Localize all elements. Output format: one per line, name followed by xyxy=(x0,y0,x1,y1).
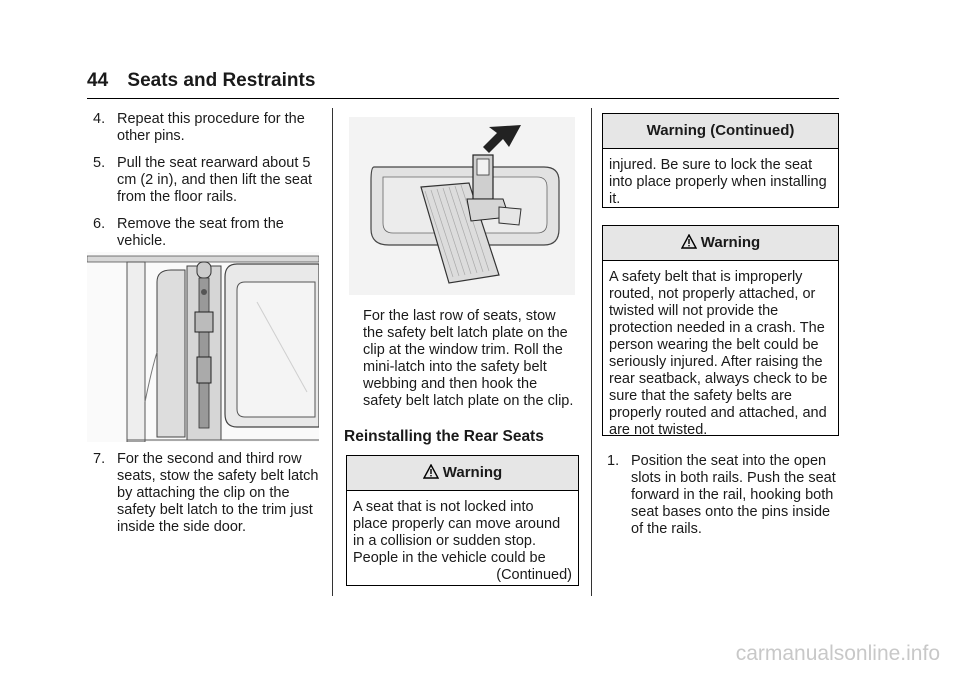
warning-triangle-icon xyxy=(681,228,697,262)
warning-box-continued xyxy=(602,113,839,208)
page-header xyxy=(87,70,315,92)
warning-header-2: Warning xyxy=(603,226,838,261)
step-7: 7. For the second and third row seats, stow the safety belt latch by attaching the clip on the safety belt latch to the trim just inside the side door. xyxy=(93,451,319,535)
left-column-steps xyxy=(93,111,325,260)
continued-label: (Continued) xyxy=(496,567,572,583)
step-1: 1. Position the seat into the open slots in both rails. Push the seat forward in the rail, hooking both seat bases onto the pins inside of the rails. xyxy=(607,453,836,537)
belt-latch-clip-illustration xyxy=(349,117,575,295)
column-divider-2 xyxy=(591,108,592,596)
middle-caption: For the last row of seats, stow the safety belt latch plate on the clip at the window trim. Roll the mini-latch into the safety belt webbing and then hook the safety belt latch plate on the clip. xyxy=(363,308,574,409)
warning-body: A seat that is not locked into place properly can move around in a collision or sudden stop. People in the vehicle could be (Continued) xyxy=(353,499,572,583)
page-number: 44 xyxy=(87,70,109,91)
section-title: Seats and Restraints xyxy=(127,70,316,91)
warning-continued-body: injured. Be sure to lock the seat into place properly when installing it. xyxy=(609,157,827,207)
step-5: 5. Pull the seat rearward about 5 cm (2 in), and then lift the seat from the floor rails. xyxy=(93,155,313,205)
warning-box-safety-belt xyxy=(602,225,839,436)
warning-box-seat-lock xyxy=(346,455,579,586)
left-column-step7 xyxy=(93,451,325,546)
watermark: carmanualsonline.info xyxy=(735,642,940,665)
warning-body-2: A safety belt that is improperly routed, not properly attached, or twisted will not provide the protection needed in a crash. The person wearing the belt could be seriously injured. After raising the rear seatback, always check to be sure that the safety belts are properly routed and attached, and are not twisted. xyxy=(609,269,828,438)
warning-triangle-icon xyxy=(423,458,439,492)
column-divider-1 xyxy=(332,108,333,596)
step-6: 6. Remove the seat from the vehicle. xyxy=(93,216,284,249)
warning-continued-header: Warning (Continued) xyxy=(603,114,838,149)
step-4: 4. Repeat this procedure for the other pins. xyxy=(93,111,305,144)
door-trim-illustration xyxy=(87,252,319,442)
section-heading-reinstalling: Reinstalling the Rear Seats xyxy=(344,428,544,445)
warning-header: Warning xyxy=(347,456,578,491)
header-rule xyxy=(87,98,839,99)
right-column-step1 xyxy=(607,453,839,548)
